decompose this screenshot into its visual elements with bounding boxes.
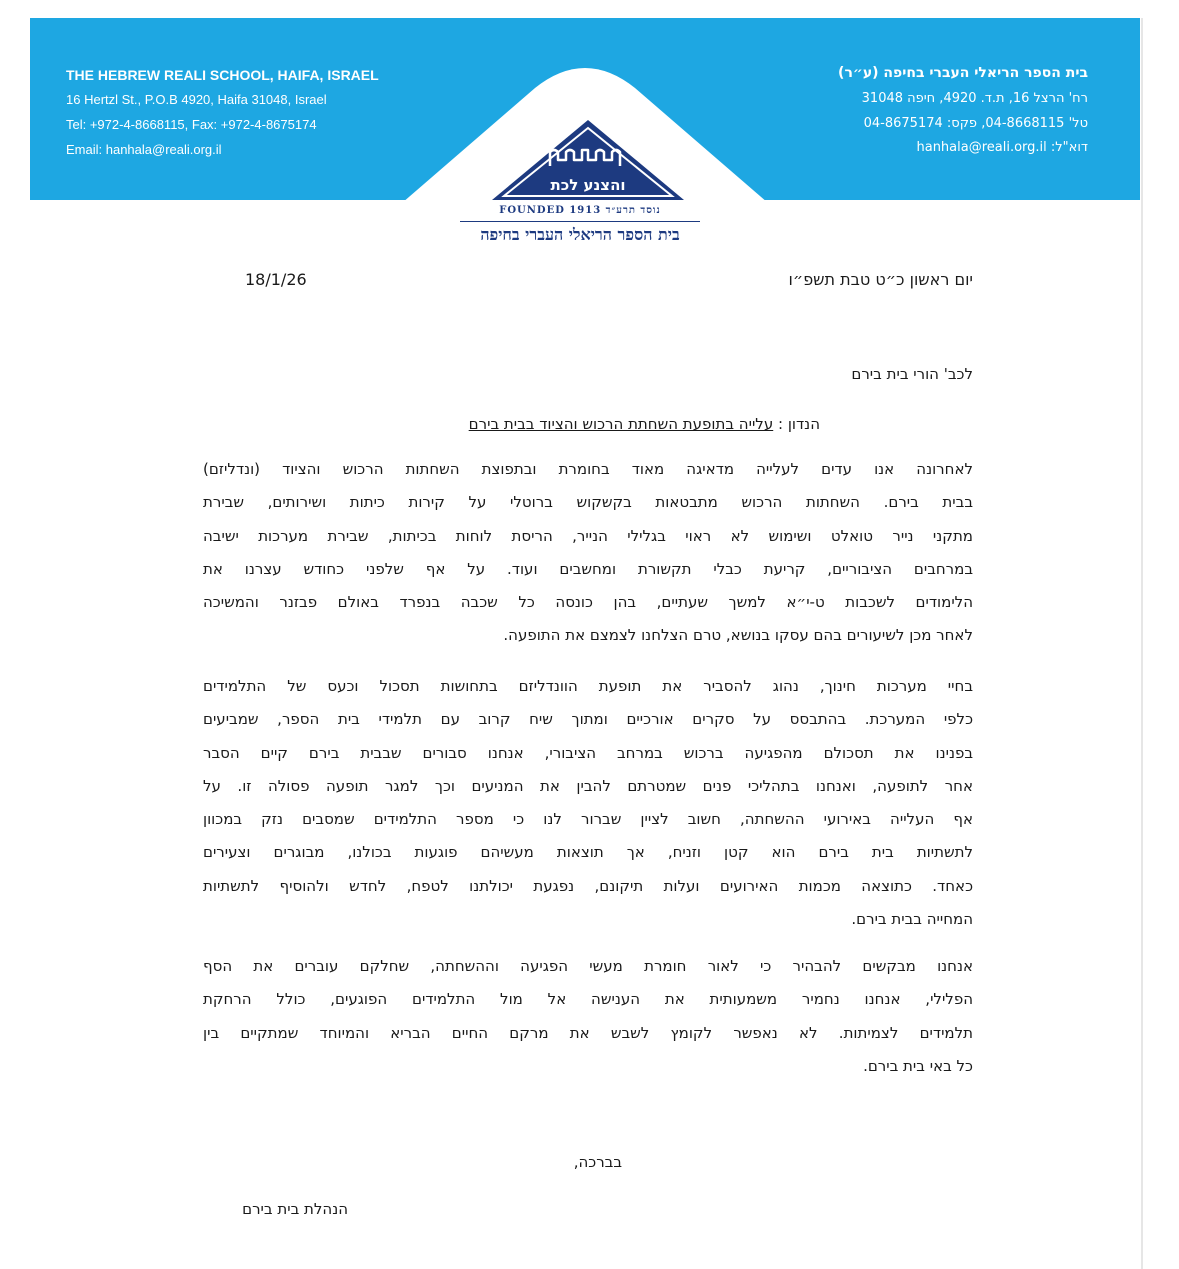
paragraph-line: תלמידים לצמיתות. לא נאפשר לקומץ לשבש את מרקם החיים הבריא והמיוחד שמתקיים בין: [203, 1023, 973, 1042]
letter-paragraph-3: [203, 950, 973, 1083]
paragraph-line: כאחד. כתוצאה מכמות האירועים ועלות תיקונם, נפגעת יכולתנו לטפח, לחדש ולהוסיף לתשתיות: [203, 876, 973, 895]
paragraph-line: כל באי בית בירם.: [863, 1056, 973, 1075]
subject-label: הנדון :: [778, 415, 820, 433]
paragraph-line: לאחר מכן לשיעורים בהם עסקו בנושא, טרם הצלחנו לצמצם את התופעה.: [503, 626, 973, 645]
page-edge-shadow: [1141, 18, 1143, 1269]
school-phone-hebrew: טל' 04-8668115, פקס: 04-8675174: [863, 116, 1088, 131]
paragraph-line: אחר לתופעה, ואנחנו בתהליכי פנים שמטרתם להבין את המניעים וכך למגר תופעה פסולה זו. על: [203, 776, 973, 795]
letter-paragraph-2: [203, 670, 973, 936]
logo-motto: והצנע לכת: [550, 176, 626, 194]
paragraph-line: במרחבים הציבוריים, קריעת כבלי תקשורת ומחשבים ועוד. על אף שלפני כחודש עצרנו את: [203, 559, 973, 578]
paragraph-line: הפלילי, אנחנו נחמיר משמעותית את הענישה אל מול התלמידים הפוגעים, כולל הרחקת: [203, 990, 973, 1009]
school-email-english: Email: hanhala@reali.org.il: [66, 142, 222, 157]
paragraph-line: מתקני נייר טואלט ושימוש לא ראוי בגלילי הנייר, הריסת לוחות בכיתות, שבירת מערכות ישיבה: [203, 526, 973, 545]
date-gregorian: 18/1/26: [245, 270, 307, 289]
paragraph-line: כלפי המערכת. בהתבסס על סקרים אורכיים ומתוך שיח קרוב עם תלמידי בית הספר, שמביעים: [203, 710, 973, 729]
paragraph-line: אף העלייה באירועי ההשחתה, חשוב לציין שברור לנו כי מספר התלמידים שמסבים נזק במכוון: [203, 810, 973, 829]
logo-divider: [460, 221, 700, 222]
logo-school-name: בית הספר הריאלי העברי בחיפה: [480, 225, 680, 244]
letter-subject: [469, 415, 820, 433]
paragraph-line: לתשתיות בית בירם הוא קטן וזניח, אך תוצאות מעשיהם פוגעות בכולנו, מבוגרים וצעירים: [203, 843, 973, 862]
paragraph-line: המחייה בבית בירם.: [851, 910, 973, 929]
letter-closing: בברכה,: [573, 1153, 622, 1171]
school-address-english: 16 Hertzl St., P.O.B 4920, Haifa 31048, Israel: [66, 92, 327, 107]
subject-text: עלייה בתופעת השחתת הרכוש והציוד בבית בירם: [468, 415, 774, 433]
letter-greeting: לכב' הורי בית בירם: [851, 365, 973, 383]
letter-signature: הנהלת בית בירם: [242, 1200, 348, 1218]
logo-founded-line: FOUNDED 1913 נוסד תרע״ד: [499, 205, 661, 216]
letter-paragraph-1: [203, 453, 973, 653]
paragraph-line: בפנינו את תסכולם מהפגיעה ברכוש במרחב הציבורי, אנחנו סבורים שבבית בירם קיים הסבר: [203, 743, 973, 762]
paragraph-line: הלימודים לשכבות ט-י״א למשך שעתיים, בהן כונסה כל שכבה בנפרד באולם פבזנר והמשיכה: [203, 593, 973, 612]
date-hebrew: יום ראשון כ״ט טבת תשפ״ו: [788, 270, 973, 289]
letter-page: [30, 18, 1140, 1269]
paragraph-line: לאחרונה אנו עדים לעלייה מדאיגה מאוד בחומרת ובתפוצת השחתות הרכוש והציוד (ונדליזם): [203, 460, 973, 478]
school-address-hebrew: רח' הרצל 16, ת.ד. 4920, חיפה 31048: [861, 91, 1088, 106]
school-email-hebrew: דוא"ל: hanhala@reali.org.il: [916, 140, 1088, 155]
paragraph-line: בבית בירם. השחתות הרכוש מתבטאות בקשקוש ברוטלי על קירות כיתות ושירותים, שבירת: [203, 493, 973, 512]
paragraph-line: בחיי מערכות חינוך, נהוג להסביר את תופעת הוונדליזם בתחושות תסכול וכעס של התלמידים: [203, 677, 973, 695]
school-name-hebrew: בית הספר הריאלי העברי בחיפה (ע״ר): [838, 65, 1088, 81]
paragraph-line: אנחנו מבקשים להבהיר כי לאור חומרת מעשי הפגיעה וההשחתה, שחלקם עוברים את הסף: [203, 957, 973, 975]
school-name-english: THE HEBREW REALI SCHOOL, HAIFA, ISRAEL: [66, 67, 379, 83]
school-phone-english: Tel: +972-4-8668115, Fax: +972-4-8675174: [66, 117, 317, 132]
